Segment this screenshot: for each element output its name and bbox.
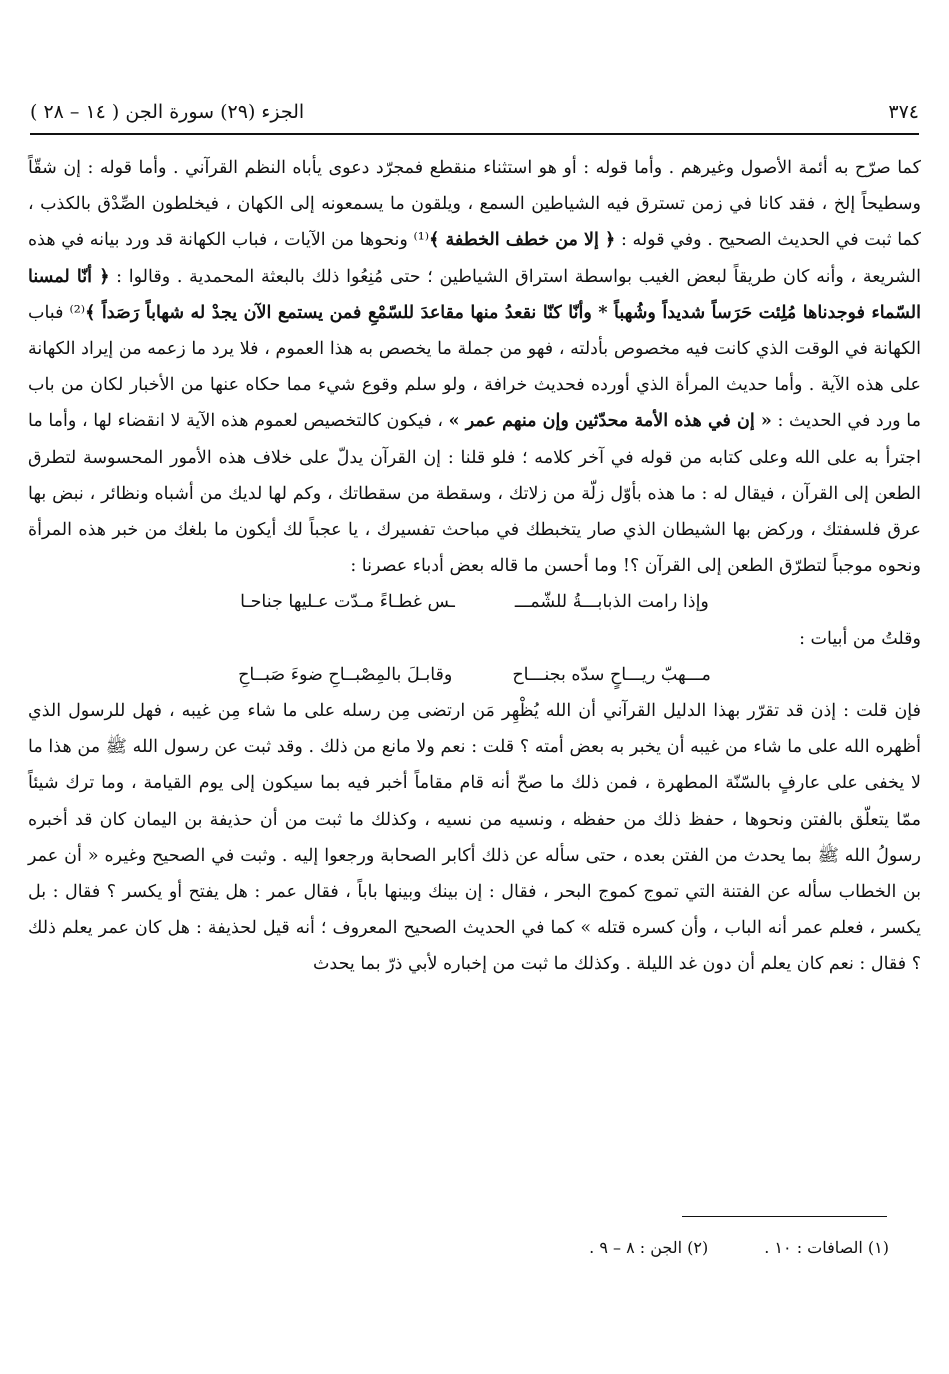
text-run: ⁽¹⁾ ونحوها من الآيات ، فباب الكهانة قد ورد بيانه في هذه الشريعة ، وأنه كان طريقاً لبعض الغيب بواسطة استراق الشياطين ؛ حتى مُنِعُوا ذلك بالبعثة المحمدية . وقالوا :: [28, 230, 921, 287]
text-run: وقلتُ من أبيات :: [799, 628, 921, 649]
page-number: ٣٧٤: [888, 101, 919, 123]
text-run: كما صرّح به أئمة الأصول وغيرهم . وأما قوله : أو هو استثناء منقطع فمجرّد دعوى يأباه النظم القرآني . وأما قوله : إن شقّاً وسطيحاً إلخ ، فقد كانا في زمن تسترق فيه الشياطين السمع ، ويلقون ما يسمعونه إلى الكهان ، فيخلطون الصِّدْق بالكذب ، كما ثبت في الحديث الصحيح . وفي قوله :: [28, 158, 921, 251]
footnote-2: (٢) الجن : ٨ – ٩ .: [589, 1238, 709, 1257]
page-header: [30, 92, 919, 132]
text-run: ، فيكون كالتخصيص لعموم هذه الآية لا انقضاء لها ، وأما ما اجترأ به على الله وعلى كتابه من قوله في آخر كلامه ؛ فلو قلنا : إن القرآن يدلّ على خلاف هذه الأمور المحسوسة لتطرق الطعن إلى القرآن ، فيقال له : ما هذه بأوّل زلّة من زلاتك ، وسقطة من سقطاتك ، وكم لها لديك من أشباه ونظائر ، نبض بها عرق فلسفتك ، وركض بها الشيطان الذي صار يتخبطك في مباحث تفسيرك ، يا عجباً لك أيكون ما بلغك من خبر هذه المرأة ونحوه موجباً لتطرّق الطعن إلى القرآن ؟! وما أحسن ما قاله بعض أدباء عصرنا :: [28, 411, 921, 577]
verse-first-hemistich: مـــهبّ ريـــاحٍ سدّه بجنـــاح: [512, 664, 711, 685]
verse-second-hemistich: ـس غطـاءً مـدّت عـليها جناحـا: [240, 592, 455, 613]
quran-quote: ﴿ إلا من خطف الخطفة ﴾: [429, 230, 616, 251]
footnotes: [589, 1238, 889, 1257]
paragraph-2: [28, 621, 921, 657]
footnote-1: (١) الصافات : ١٠ .: [764, 1238, 889, 1257]
hadith-quote: « إن في هذه الأمة محدّثين وإن منهم عمر »: [448, 411, 772, 432]
header-divider: [30, 133, 919, 135]
verse-second-hemistich: وقابـلَ بالمِصْبــاحِ ضوءَ صَبــاحِ: [238, 664, 453, 685]
poem-verse-1: [28, 584, 921, 620]
text-run: فإن قلت : إذن قد تقرّر بهذا الدليل القرآني أن الله يُظْهِر مَن ارتضى مِن رسله على ما شاء مِن غيبه ، فهل للرسول الذي أظهره الله على ما شاء من غيبه أن يخبر به بعض أمته ؟ قلت : نعم ولا مانع من ذلك . وقد ثبت عن رسول الله ﷺ من هذا ما لا يخفى على عارفٍ بالسّنّة المطهرة ، فمن ذلك ما صحّ أنه قام مقاماً أخبر فيه بما سيكون إلى يوم القيامة ، وما ترك شيئاً ممّا يتعلّق بالفتن ونحوها ، حفظ ذلك من حفظه ، ونسيه من نسيه ، وكذلك ما ثبت من أن حذيفة بن اليمان كان قد أخبره رسولُ الله ﷺ بما يحدث من الفتن بعده ، حتى سأله عن ذلك أكابر الصحابة ورجعوا إليه . وثبت في الصحيح وغيره « أن عمر بن الخطاب سأله عن الفتنة التي تموج كموج البحر ، فقال : إن بينك وبينها باباً ، فقال عمر : هل يفتح أو يكسر ؟ فقال : بل يكسر ، فعلم عمر أنه الباب ، وأن كسره قتله » كما في الحديث الصحيح المعروف ؛ أنه قيل لحذيفة : هل كان عمر يعلم ذلك ؟ فقال : نعم كان يعلم أن دون غد الليلة . وكذلك ما ثبت من إخباره لأبي ذرّ بما يحدث: [28, 701, 921, 975]
running-title: الجزء (٢٩) سورة الجن ( ١٤ – ٢٨ ): [30, 101, 305, 123]
paragraph-1: [28, 150, 921, 584]
text-run: ⁽²⁾ فباب الكهانة في الوقت الذي كانت فيه مخصوص بأدلته ، فهو من جملة ما يخصص به هذا العموم ، فلا يرد ما زعمه من إيراد الكهانة على هذه الآية . وأما حديث المرأة الذي أورده فحديث خرافة ، ولو سلم وقوع شيء مما حكاه عنها من الأخبار لكان من باب ما ورد في الحديث :: [28, 302, 921, 432]
quran-quote: ﴿ أنّا لمسنا السّماء فوجدناها مُلِئت حَرَساً شديداً وشُهباً * وأنّا كنّا نقعدُ منها مقاعدَ للسّمْعِ فمن يستمع الآن يجدْ له شهاباً رَصَداً ﴾: [28, 266, 921, 323]
verse-first-hemistich: وإذا رامت الذبابـــةُ للشّمـــ: [514, 592, 709, 613]
poem-verse-2: [28, 657, 921, 693]
footnote-divider: [682, 1216, 887, 1217]
main-text: [28, 150, 921, 983]
paragraph-3: [28, 693, 921, 983]
